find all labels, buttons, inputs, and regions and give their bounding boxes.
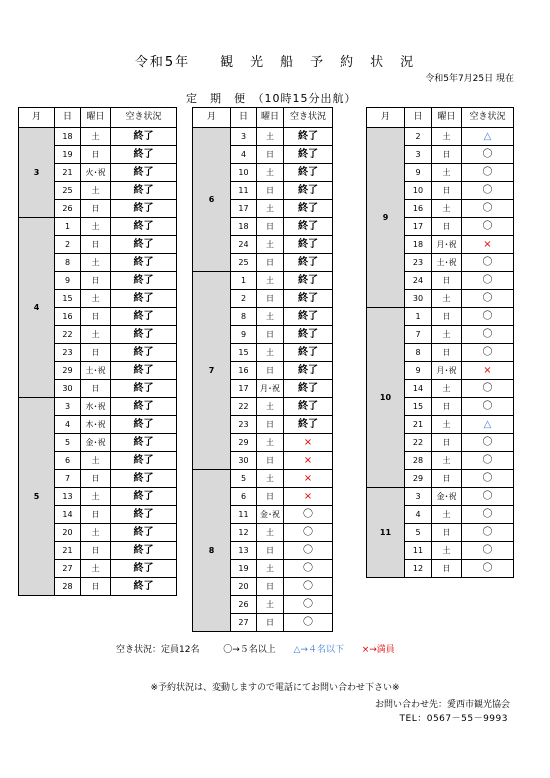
weekday-cell: 日 [432,524,462,542]
weekday-cell: 日 [257,146,284,164]
table-row [367,128,514,146]
weekday-cell: 土 [257,344,284,362]
as-of-date: 令和5年7月25日 現在 [425,74,514,84]
month-cell: 7 [193,272,231,470]
weekday-cell: 土･祝 [432,254,462,272]
legend-full: ×→満員 [361,645,395,655]
weekday-cell: 水･祝 [81,398,111,416]
month-cell: 11 [367,488,405,578]
weekday-cell: 日 [257,578,284,596]
day-cell: 23 [405,254,432,272]
status-cell: 終了 [111,254,177,272]
status-cell: 終了 [284,416,333,434]
status-cell: 終了 [111,380,177,398]
day-cell: 2 [55,236,81,254]
status-cell: × [284,434,333,452]
status-cell: △ [462,128,514,146]
day-cell: 17 [231,380,257,398]
weekday-cell: 土 [257,272,284,290]
day-cell: 6 [55,452,81,470]
weekday-cell: 土 [81,326,111,344]
day-cell: 3 [405,488,432,506]
day-cell: 15 [231,344,257,362]
day-cell: 22 [405,434,432,452]
weekday-cell: 日 [432,344,462,362]
table-row [19,128,177,146]
weekday-cell: 土 [257,164,284,182]
weekday-cell: 火･祝 [81,164,111,182]
status-cell: 〇 [284,596,333,614]
status-cell: 終了 [111,452,177,470]
status-cell: 終了 [284,380,333,398]
day-cell: 3 [405,146,432,164]
weekday-cell: 日 [432,146,462,164]
day-cell: 13 [55,488,81,506]
month-cell: 10 [367,308,405,488]
day-cell: 4 [405,506,432,524]
weekday-cell: 日 [257,362,284,380]
status-cell: 終了 [111,488,177,506]
weekday-cell: 土 [257,236,284,254]
weekday-cell: 土 [81,182,111,200]
status-cell: 終了 [111,272,177,290]
weekday-cell: 土 [81,488,111,506]
status-cell: 終了 [111,542,177,560]
status-cell: 〇 [462,542,514,560]
month-cell: 5 [19,398,55,596]
status-cell: 終了 [111,524,177,542]
day-cell: 28 [405,452,432,470]
status-cell: 終了 [111,308,177,326]
day-cell: 17 [405,218,432,236]
table-row [193,470,333,488]
table-row [367,308,514,326]
day-cell: 11 [231,506,257,524]
weekday-cell: 土 [257,308,284,326]
status-cell: 〇 [462,290,514,308]
status-cell: 〇 [462,308,514,326]
weekday-cell: 日 [432,398,462,416]
status-cell: 終了 [284,200,333,218]
table-row [19,218,177,236]
status-cell: 終了 [111,578,177,596]
day-cell: 23 [231,416,257,434]
status-cell: × [284,452,333,470]
day-cell: 15 [55,290,81,308]
status-cell: 〇 [462,506,514,524]
day-cell: 20 [231,578,257,596]
table-row [193,272,333,290]
day-cell: 5 [55,434,81,452]
status-cell: 終了 [284,182,333,200]
weekday-cell: 木･祝 [81,416,111,434]
weekday-cell: 土 [432,164,462,182]
schedule-table-1 [18,107,177,596]
column-header: 月 [193,108,231,128]
month-cell: 9 [367,128,405,308]
day-cell: 17 [231,200,257,218]
day-cell: 9 [405,362,432,380]
weekday-cell: 日 [81,542,111,560]
header-row [193,108,333,128]
status-cell: 〇 [284,560,333,578]
day-cell: 8 [405,344,432,362]
weekday-cell: 土 [432,542,462,560]
weekday-cell: 日 [257,254,284,272]
status-cell: 終了 [111,344,177,362]
column-header: 月 [19,108,55,128]
day-cell: 19 [231,560,257,578]
weekday-cell: 日 [432,182,462,200]
weekday-cell: 土 [81,218,111,236]
weekday-cell: 土 [81,290,111,308]
status-cell: 〇 [462,470,514,488]
day-cell: 6 [231,488,257,506]
day-cell: 20 [55,524,81,542]
day-cell: 7 [55,470,81,488]
weekday-cell: 土 [257,398,284,416]
day-cell: 27 [231,614,257,632]
notice-text: ※予約状況は、変動しますので電話にてお問い合わせ下さい※ [150,683,400,693]
weekday-cell: 土 [257,524,284,542]
header-row [19,108,177,128]
month-cell: 6 [193,128,231,272]
weekday-cell: 日 [81,236,111,254]
weekday-cell: 土 [257,560,284,578]
contact-text: お問い合わせ先：愛西市観光協会 [374,700,510,710]
status-cell: 終了 [111,146,177,164]
weekday-cell: 日 [432,308,462,326]
status-cell: 〇 [462,398,514,416]
weekday-cell: 日 [81,272,111,290]
day-cell: 21 [55,542,81,560]
weekday-cell: 土 [432,380,462,398]
column-header: 日 [55,108,81,128]
schedule-table-3 [366,107,514,578]
legend [116,642,395,655]
day-cell: 10 [405,182,432,200]
column-header: 曜日 [257,108,284,128]
month-cell: 3 [19,128,55,218]
status-cell: 〇 [462,344,514,362]
weekday-cell: 月･祝 [432,236,462,254]
day-cell: 1 [55,218,81,236]
status-cell: 終了 [284,236,333,254]
weekday-cell: 土 [81,254,111,272]
day-cell: 24 [231,236,257,254]
status-cell: 〇 [462,182,514,200]
day-cell: 13 [231,542,257,560]
weekday-cell: 日 [257,416,284,434]
weekday-cell: 日 [257,326,284,344]
day-cell: 1 [231,272,257,290]
status-cell: 終了 [111,506,177,524]
weekday-cell: 土 [257,596,284,614]
status-cell: 終了 [111,218,177,236]
day-cell: 14 [405,380,432,398]
status-cell: 終了 [284,164,333,182]
day-cell: 11 [405,542,432,560]
weekday-cell: 土 [432,452,462,470]
day-cell: 26 [55,200,81,218]
day-cell: 16 [55,308,81,326]
day-cell: 21 [55,164,81,182]
day-cell: 9 [231,326,257,344]
status-cell: 〇 [462,380,514,398]
status-cell: 〇 [462,254,514,272]
day-cell: 4 [231,146,257,164]
column-header: 曜日 [81,108,111,128]
day-cell: 30 [55,380,81,398]
weekday-cell: 日 [432,434,462,452]
day-cell: 18 [405,236,432,254]
weekday-cell: 日 [432,218,462,236]
status-cell: 終了 [111,200,177,218]
weekday-cell: 日 [257,488,284,506]
weekday-cell: 日 [81,200,111,218]
status-cell: 終了 [284,218,333,236]
status-cell: 終了 [111,182,177,200]
schedule-table-2 [192,107,333,632]
month-cell: 8 [193,470,231,632]
day-cell: 25 [55,182,81,200]
day-cell: 29 [231,434,257,452]
status-cell: 〇 [462,434,514,452]
weekday-cell: 土 [81,452,111,470]
weekday-cell: 月･祝 [257,380,284,398]
weekday-cell: 日 [81,380,111,398]
status-cell: 〇 [462,524,514,542]
weekday-cell: 日 [257,182,284,200]
status-cell: 終了 [111,164,177,182]
status-cell: 終了 [111,434,177,452]
column-header: 曜日 [432,108,462,128]
weekday-cell: 土 [257,128,284,146]
day-cell: 18 [55,128,81,146]
status-cell: 〇 [284,506,333,524]
status-cell: 〇 [284,542,333,560]
status-cell: × [284,470,333,488]
weekday-cell: 日 [432,470,462,488]
day-cell: 12 [405,560,432,578]
column-header: 空き状況 [284,108,333,128]
weekday-cell: 日 [432,560,462,578]
weekday-cell: 土 [432,128,462,146]
status-cell: 〇 [462,326,514,344]
day-cell: 12 [231,524,257,542]
phone-number: TEL：0567－55－9993 [399,714,508,724]
page-title: 令和5年 観 光 船 予 約 状 況 [134,55,416,70]
legend-few: △→４名以下 [293,645,344,655]
weekday-cell: 日 [81,506,111,524]
day-cell: 7 [405,326,432,344]
status-cell: △ [462,416,514,434]
day-cell: 10 [231,164,257,182]
day-cell: 9 [405,164,432,182]
weekday-cell: 土 [432,290,462,308]
status-cell: 終了 [111,560,177,578]
status-cell: 〇 [462,272,514,290]
weekday-cell: 日 [81,344,111,362]
weekday-cell: 日 [81,308,111,326]
status-cell: × [462,236,514,254]
weekday-cell: 日 [432,272,462,290]
status-cell: 終了 [111,236,177,254]
day-cell: 11 [231,182,257,200]
day-cell: 1 [405,308,432,326]
column-header: 日 [405,108,432,128]
weekday-cell: 土 [432,416,462,434]
weekday-cell: 日 [257,614,284,632]
weekday-cell: 土 [257,470,284,488]
status-cell: 〇 [462,200,514,218]
weekday-cell: 日 [257,452,284,470]
weekday-cell: 日 [81,146,111,164]
status-cell: 終了 [111,416,177,434]
day-cell: 2 [405,128,432,146]
legend-ok: 〇→５名以上 [223,645,276,655]
day-cell: 15 [405,398,432,416]
weekday-cell: 金･祝 [257,506,284,524]
weekday-cell: 土 [432,200,462,218]
status-cell: 〇 [462,560,514,578]
day-cell: 9 [55,272,81,290]
day-cell: 2 [231,290,257,308]
column-header: 空き状況 [111,108,177,128]
weekday-cell: 金･祝 [81,434,111,452]
status-cell: × [462,362,514,380]
status-cell: 〇 [284,578,333,596]
day-cell: 30 [405,290,432,308]
status-cell: 終了 [284,344,333,362]
weekday-cell: 土 [257,434,284,452]
table-row [19,398,177,416]
table-row [193,128,333,146]
day-cell: 26 [231,596,257,614]
status-cell: 終了 [284,146,333,164]
weekday-cell: 土 [432,326,462,344]
status-cell: 終了 [284,362,333,380]
day-cell: 27 [55,560,81,578]
status-cell: 終了 [284,290,333,308]
status-cell: 終了 [284,326,333,344]
status-cell: 〇 [462,488,514,506]
legend-label: 空き状況：定員12名 [116,645,200,655]
day-cell: 29 [405,470,432,488]
day-cell: 29 [55,362,81,380]
day-cell: 28 [55,578,81,596]
column-header: 日 [231,108,257,128]
status-cell: 〇 [462,164,514,182]
table-row [367,488,514,506]
status-cell: 〇 [284,614,333,632]
column-header: 月 [367,108,405,128]
day-cell: 3 [55,398,81,416]
status-cell: × [284,488,333,506]
day-cell: 14 [55,506,81,524]
weekday-cell: 土 [432,506,462,524]
status-cell: 終了 [111,362,177,380]
day-cell: 24 [405,272,432,290]
day-cell: 22 [55,326,81,344]
weekday-cell: 土 [81,560,111,578]
day-cell: 22 [231,398,257,416]
day-cell: 19 [55,146,81,164]
day-cell: 16 [405,200,432,218]
weekday-cell: 日 [257,542,284,560]
status-cell: 終了 [284,254,333,272]
day-cell: 18 [231,218,257,236]
day-cell: 30 [231,452,257,470]
status-cell: 終了 [284,272,333,290]
status-cell: 終了 [111,290,177,308]
status-cell: 終了 [284,308,333,326]
status-cell: 終了 [111,470,177,488]
schedule-subtitle: 定 期 便 （10時15分出航） [186,92,357,105]
status-cell: 終了 [111,128,177,146]
day-cell: 4 [55,416,81,434]
status-cell: 終了 [284,398,333,416]
status-cell: 〇 [462,146,514,164]
weekday-cell: 日 [81,470,111,488]
day-cell: 5 [405,524,432,542]
month-cell: 4 [19,218,55,398]
day-cell: 25 [231,254,257,272]
weekday-cell: 土 [257,200,284,218]
weekday-cell: 日 [81,578,111,596]
header-row [367,108,514,128]
weekday-cell: 土 [81,524,111,542]
weekday-cell: 土･祝 [81,362,111,380]
day-cell: 23 [55,344,81,362]
status-cell: 〇 [462,218,514,236]
day-cell: 21 [405,416,432,434]
weekday-cell: 日 [257,290,284,308]
status-cell: 〇 [284,524,333,542]
weekday-cell: 土 [81,128,111,146]
day-cell: 8 [231,308,257,326]
weekday-cell: 金･祝 [432,488,462,506]
weekday-cell: 日 [257,218,284,236]
day-cell: 16 [231,362,257,380]
status-cell: 〇 [462,452,514,470]
day-cell: 3 [231,128,257,146]
status-cell: 終了 [111,398,177,416]
day-cell: 5 [231,470,257,488]
weekday-cell: 月･祝 [432,362,462,380]
status-cell: 終了 [284,128,333,146]
status-cell: 終了 [111,326,177,344]
day-cell: 8 [55,254,81,272]
column-header: 空き状況 [462,108,514,128]
